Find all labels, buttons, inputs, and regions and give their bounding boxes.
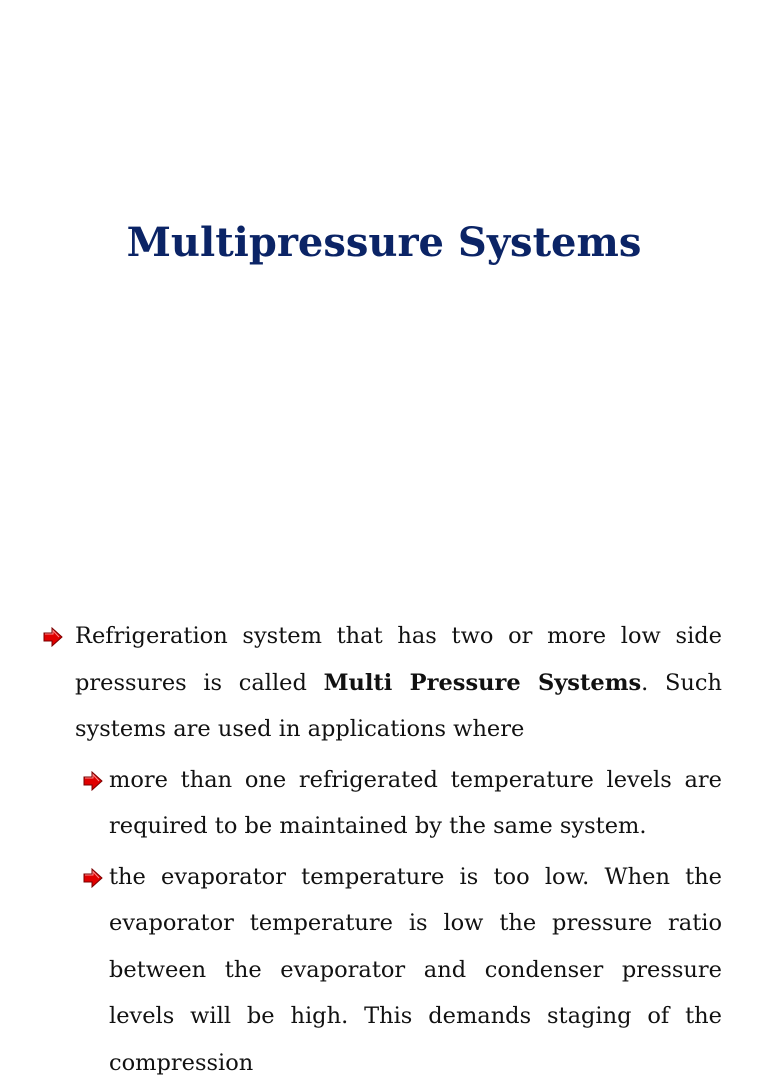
arrow-right-icon <box>82 868 104 888</box>
bullet-text <box>75 613 722 753</box>
page-title: Multipressure Systems <box>0 215 768 271</box>
bullet-item <box>42 613 722 753</box>
sub-bullet-item <box>82 854 722 1086</box>
bullet-text-start: Refrigeration system that has two or more low side pressures is called <box>75 623 722 696</box>
sub-bullet-text: more than one refrigerated temperature levels are required to be maintained by the same system. <box>109 757 722 850</box>
bullet-text-end: . Such systems are used in applications where <box>75 670 722 743</box>
bullet-text-emphasis: Multi Pressure Systems <box>324 670 642 696</box>
sub-bullet-item <box>82 757 722 850</box>
slide-body <box>42 613 722 1086</box>
sub-bullet-text: the evaporator temperature is too low. When the evaporator temperature is low the pressure ratio between the evaporator and condenser pressure levels will be high. This demands staging of the compression <box>109 854 722 1086</box>
arrow-right-icon <box>82 771 104 791</box>
arrow-right-icon <box>42 627 64 647</box>
